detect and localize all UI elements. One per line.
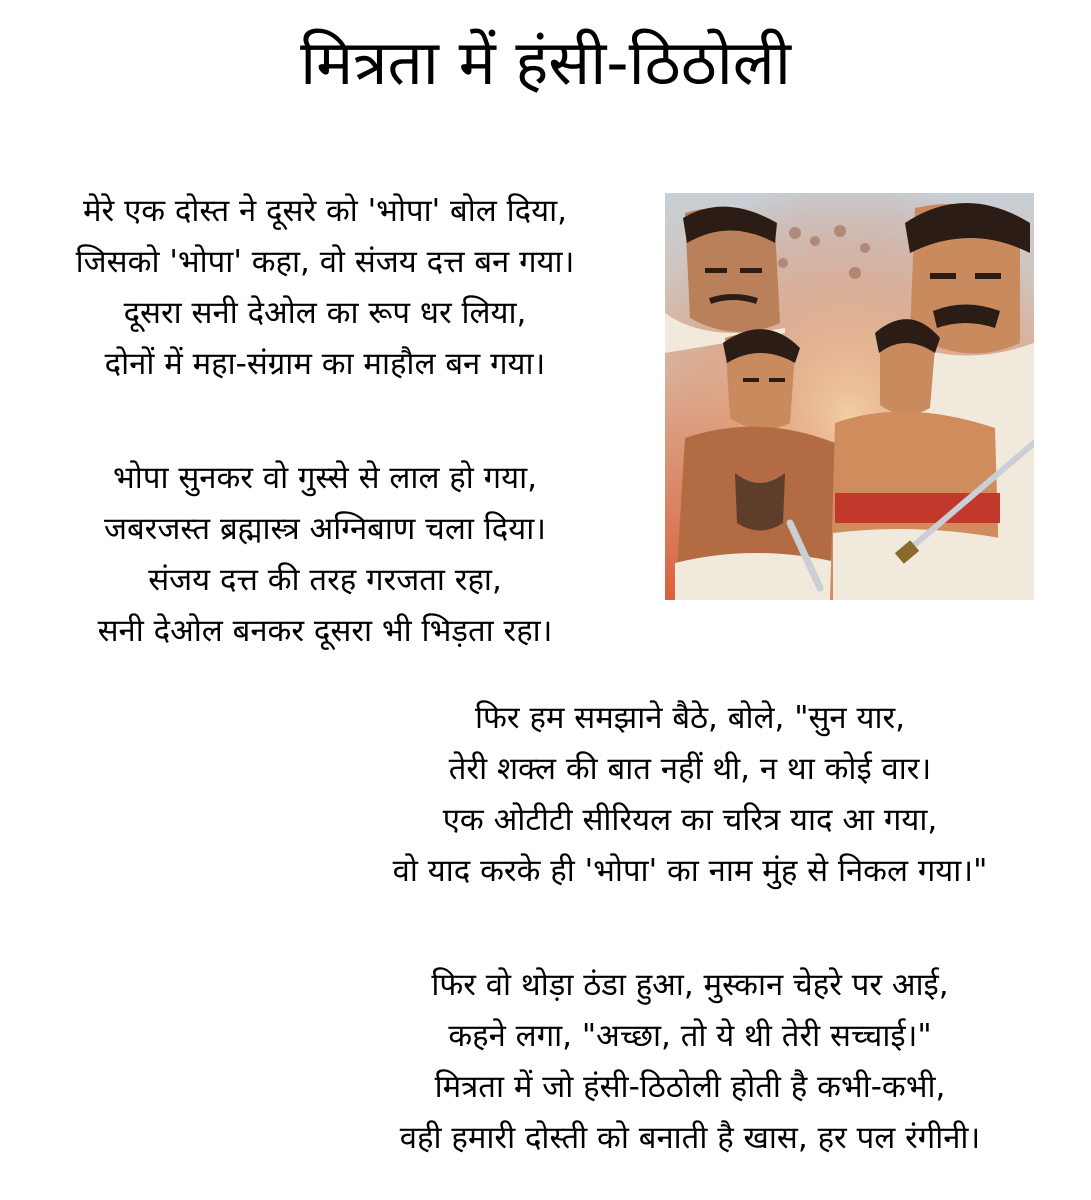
poem-line: तेरी शक्ल की बात नहीं थी, न था कोई वार।: [448, 751, 932, 787]
stanza-4: [300, 960, 1080, 1164]
poem-line: फिर वो थोड़ा ठंडा हुआ, मुस्कान चेहरे पर आई,: [431, 967, 949, 1003]
stanza-1: [0, 186, 650, 390]
poem-line: वो याद करके ही 'भोपा' का नाम मुंह से निकल गया।": [392, 853, 988, 889]
poem-line: दूसरा सनी देओल का रूप धर लिया,: [123, 295, 527, 331]
stanza-2: [0, 453, 650, 657]
poem-line: फिर हम समझाने बैठे, बोले, "सुन यार,: [474, 700, 906, 736]
poem-line: वही हमारी दोस्ती को बनाती है खास, हर पल रंगीनी।: [399, 1120, 981, 1156]
poem-line: मित्रता में जो हंसी-ठिठोली होती है कभी-कभी,: [434, 1069, 946, 1105]
poem-line: सनी देओल बनकर दूसरा भी भिड़ता रहा।: [97, 613, 553, 649]
poem-line: जबरजस्त ब्रह्मास्त्र अग्निबाण चला दिया।: [103, 511, 546, 547]
poem-line: संजय दत्त की तरह गरजता रहा,: [148, 562, 502, 598]
poem-line: मेरे एक दोस्त ने दूसरे को 'भोपा' बोल दिया,: [83, 193, 567, 229]
poem-line: दोनों में महा-संग्राम का माहौल बन गया।: [104, 346, 546, 382]
poem-line: भोपा सुनकर वो गुस्से से लाल हो गया,: [113, 460, 537, 496]
stanza-3: [300, 693, 1080, 897]
poem-line: कहने लगा, "अच्छा, तो ये थी तेरी सच्चाई।": [448, 1018, 932, 1054]
poem-line: जिसको 'भोपा' कहा, वो संजय दत्त बन गया।: [75, 244, 575, 280]
page-title: मित्रता में हंसी-ठिठोली: [300, 26, 791, 99]
poem-line: एक ओटीटी सीरियल का चरित्र याद आ गया,: [442, 802, 938, 838]
movie-poster-illustration: [665, 193, 1034, 600]
